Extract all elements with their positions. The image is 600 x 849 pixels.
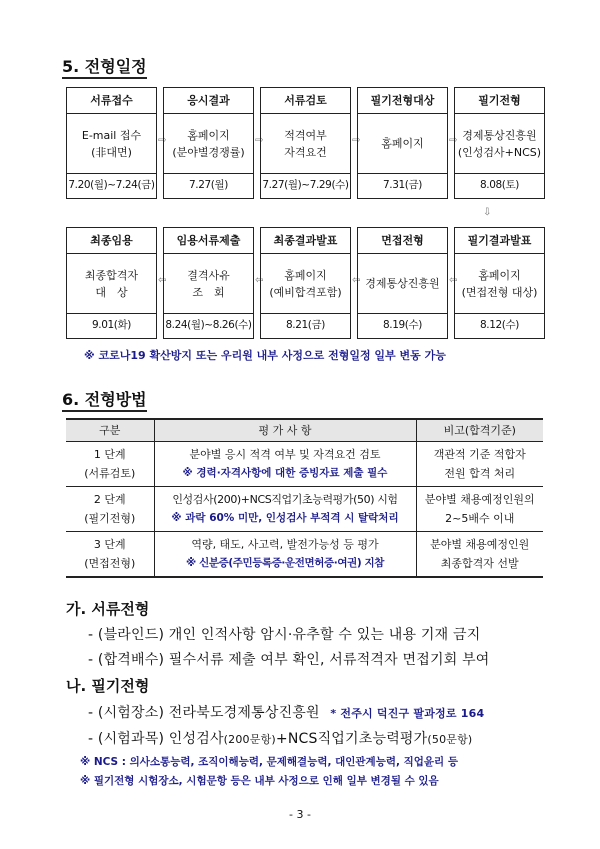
flow-box-line: (인성검사+NCS)	[457, 145, 542, 159]
table-row	[66, 486, 543, 531]
right-arrow-icon: ⇨	[449, 135, 458, 146]
criteria-line: 분야별 채용예정인원의	[424, 492, 535, 506]
flow-box-date: 7.20(월)~7.24(금)	[68, 179, 155, 191]
flow-box-body	[67, 114, 156, 174]
stage-sub: (서류검토)	[84, 466, 136, 480]
schedule-row1-step	[163, 87, 254, 199]
subjects-mid: +NCS직업기초능력평가	[275, 731, 428, 747]
schedule-row2-step	[357, 227, 448, 339]
criteria-line: 전원 합격 처리	[444, 466, 516, 480]
flow-box-date: 7.31(금)	[383, 179, 422, 191]
criteria-line: 객관적 기준 적합자	[433, 447, 526, 461]
change-note: ※ 필기전형 시험장소, 시험문항 등은 내부 사정으로 인해 일부 변경될 수 있음	[80, 775, 439, 787]
flow-box-line: (예비합격포함)	[269, 285, 342, 299]
ncs-note: ※ NCS : 의사소통능력, 조직이해능력, 문제해결능력, 대인관계능력, 직업윤리 등	[80, 756, 459, 768]
flow-box-title: 최종결과발표	[261, 228, 350, 254]
flow-box	[454, 227, 545, 339]
flow-box	[260, 227, 351, 339]
flow-box-date: 8.24(월)~8.26(수)	[165, 319, 252, 331]
na-item-location	[88, 702, 484, 722]
flow-box-line: 경제통상진흥원	[365, 277, 440, 290]
item-cell	[154, 441, 416, 486]
flow-box-line: 자격요건	[284, 145, 327, 159]
stage-sub: (면접전형)	[84, 556, 136, 570]
ga-item-multiple: - (합격배수) 필수서류 제출 여부 확인, 서류적격자 면접기회 부여	[88, 652, 490, 668]
item-cell	[154, 531, 416, 577]
criteria-line: 2~5배수 이내	[445, 511, 515, 525]
flow-box	[357, 87, 448, 199]
subjects-pre: - (시험과목) 인성검사	[88, 731, 224, 747]
subjects-count1: (200문항)	[223, 733, 276, 746]
flow-box-line: 홈페이지	[381, 137, 424, 150]
flow-box	[454, 87, 545, 199]
method-table	[66, 418, 543, 578]
stage-cell	[66, 531, 154, 577]
criteria-cell	[416, 486, 543, 531]
flow-box-body	[164, 114, 253, 174]
flow-box-line: (非대면)	[91, 145, 132, 159]
criteria-cell	[416, 441, 543, 486]
header-stage: 구분	[66, 419, 154, 441]
flow-box-date: 8.08(토)	[480, 179, 519, 191]
table-row	[66, 531, 543, 577]
flow-box-title: 필기전형대상	[358, 88, 447, 114]
stage-cell	[66, 486, 154, 531]
flow-box-title: 최종임용	[67, 228, 156, 254]
criteria-cell	[416, 531, 543, 577]
flow-box-date: 9.01(화)	[92, 319, 131, 331]
flow-box-line: 적격여부	[284, 128, 327, 142]
subsection-na-title: 나. 필기전형	[66, 677, 150, 695]
flow-box-title: 임용서류제출	[164, 228, 253, 254]
flow-box-title: 서류검토	[261, 88, 350, 114]
down-arrow-icon: ⇩	[483, 207, 492, 218]
schedule-row1-step	[66, 87, 157, 199]
flow-box-title: 필기전형	[455, 88, 544, 114]
stage-label: 3 단계	[93, 537, 126, 551]
flow-box-line: 대 상	[95, 285, 128, 299]
flow-box-line: E-mail 접수	[81, 128, 142, 142]
left-arrow-icon: ⇦	[255, 275, 264, 286]
flow-box	[163, 87, 254, 199]
location-text: - (시험장소) 전라북도경제통상진흥원	[88, 705, 320, 721]
header-item: 평 가 사 항	[154, 419, 416, 441]
flow-box-line: (면접전형 대상)	[461, 285, 538, 299]
flow-box-title: 응시결과	[164, 88, 253, 114]
flow-box-date: 8.19(수)	[383, 319, 422, 331]
page-number: - 3 -	[289, 808, 311, 821]
schedule-row2-step	[260, 227, 351, 339]
section-6-title: 6. 전형방법	[62, 387, 147, 410]
flow-box	[357, 227, 448, 339]
flow-box-body	[455, 254, 544, 314]
ga-item-blind: - (블라인드) 개인 인적사항 암시·유추할 수 있는 내용 기재 금지	[88, 627, 481, 643]
flow-box-date: 7.27(월)	[189, 179, 228, 191]
left-arrow-icon: ⇦	[449, 275, 458, 286]
location-address: * 전주시 덕진구 팔과정로 164	[330, 707, 485, 720]
flow-box-body	[261, 254, 350, 314]
flow-box-date: 7.27(월)~7.29(수)	[262, 179, 349, 191]
flow-box-body	[261, 114, 350, 174]
flow-box-line: 조 회	[192, 285, 225, 299]
schedule-row1-step	[454, 87, 545, 199]
flow-box-date: 8.21(금)	[286, 319, 325, 331]
flow-box-body	[358, 114, 447, 174]
subsection-ga-title: 가. 서류전형	[66, 600, 150, 618]
flow-box-line: (분야별경쟁률)	[172, 145, 245, 159]
right-arrow-icon: ⇨	[352, 135, 361, 146]
flow-box-line: 홈페이지	[284, 268, 327, 282]
stage-cell	[66, 441, 154, 486]
schedule-row2-step	[163, 227, 254, 339]
flow-box	[163, 227, 254, 339]
flow-box	[260, 87, 351, 199]
subjects-count2: (50문항)	[427, 733, 473, 746]
flow-box	[66, 227, 157, 339]
flow-box-line: 홈페이지	[187, 128, 230, 142]
flow-box-body	[455, 114, 544, 174]
table-header-row	[66, 419, 543, 441]
schedule-row2-step	[66, 227, 157, 339]
item-text: 역량, 태도, 사고력, 발전가능성 등 평가	[191, 537, 379, 551]
flow-box-title: 필기결과발표	[455, 228, 544, 254]
right-arrow-icon: ⇨	[158, 135, 167, 146]
flow-box-body	[164, 254, 253, 314]
flow-box-body	[67, 254, 156, 314]
flow-box-line: 결격사유	[187, 268, 230, 282]
item-note: ※ 신분증(주민등록증·운전면허증·여권) 지참	[186, 556, 384, 569]
criteria-line: 최종합격자 선발	[440, 556, 519, 570]
left-arrow-icon: ⇦	[352, 275, 361, 286]
flow-box-date: 8.12(수)	[480, 319, 519, 331]
header-criteria: 비고(합격기준)	[416, 419, 543, 441]
schedule-row2-step	[454, 227, 545, 339]
left-arrow-icon: ⇦	[158, 275, 167, 286]
section-5-title: 5. 전형일정	[62, 54, 147, 77]
item-cell	[154, 486, 416, 531]
schedule-row1-step	[357, 87, 448, 199]
stage-label: 2 단계	[93, 492, 126, 506]
stage-label: 1 단계	[93, 447, 126, 461]
item-note: ※ 과락 60% 미만, 인성검사 부적격 시 탈락처리	[171, 511, 399, 524]
na-item-subjects	[88, 728, 472, 748]
criteria-line: 분야별 채용예정인원	[430, 537, 530, 551]
schedule-row1-step	[260, 87, 351, 199]
flow-box	[66, 87, 157, 199]
flow-box-body	[358, 254, 447, 314]
flow-box-line: 경제통상진흥원	[462, 128, 537, 142]
flow-box-line: 홈페이지	[478, 268, 521, 282]
stage-sub: (필기전형)	[84, 511, 136, 525]
table-row	[66, 441, 543, 486]
flow-box-title: 서류접수	[67, 88, 156, 114]
item-text: 분야별 응시 적격 여부 및 자격요건 검토	[189, 447, 381, 461]
item-text: 인성검사(200)+NCS직업기초능력평가(50) 시험	[172, 492, 398, 506]
item-note: ※ 경력·자격사항에 대한 증빙자료 제출 필수	[182, 466, 388, 479]
schedule-note: ※ 코로나19 확산방지 또는 우리원 내부 사정으로 전형일정 일부 변동 가능	[84, 349, 446, 362]
right-arrow-icon: ⇨	[255, 135, 264, 146]
flow-box-line: 최종합격자	[84, 268, 139, 282]
flow-box-title: 면접전형	[358, 228, 447, 254]
